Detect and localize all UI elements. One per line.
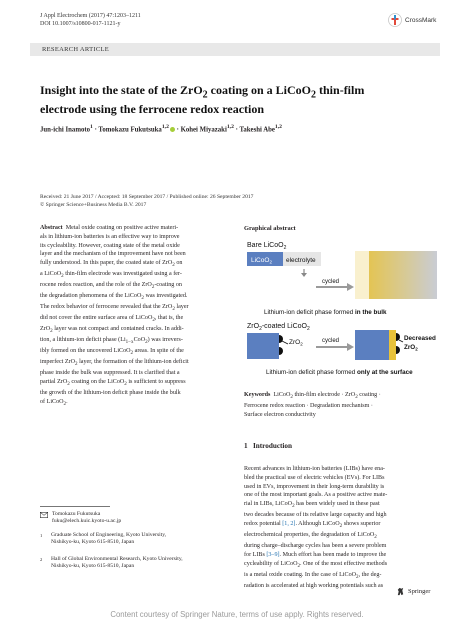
publication-dates: Received: 21 June 2017 / Accepted: 18 September 2017 / Published online: 26 September 2017 © Springer Science+Business Media B.V. 2017 bbox=[40, 194, 254, 208]
doi[interactable]: DOI 10.1007/s10800-017-1121-y bbox=[40, 20, 121, 27]
author-name: Kohei Miyazaki bbox=[180, 126, 227, 134]
abstract-label: Abstract bbox=[40, 225, 63, 231]
author-name: Tomokazu Fukutsuka bbox=[98, 126, 162, 134]
journal-citation: J Appl Electrochem (2017) 47:1203–1211 bbox=[40, 13, 141, 19]
footnote-divider bbox=[40, 506, 110, 507]
crossmark-badge[interactable] bbox=[388, 13, 436, 27]
graphical-abstract-heading: Graphical abstract bbox=[244, 225, 296, 232]
zro2-particle-4 bbox=[396, 346, 400, 354]
electrolyte-label: electrolyte bbox=[286, 257, 316, 264]
publisher-logo bbox=[396, 587, 430, 596]
decreased-zro2-label: ZrO$_2$ bbox=[404, 344, 418, 352]
keywords-label: Keywords bbox=[244, 392, 271, 398]
cycled-label-bottom: cycled bbox=[322, 338, 340, 344]
licoo2-layer-bottom bbox=[247, 333, 279, 359]
article-type-banner: RESEARCH ARTICLE bbox=[30, 43, 440, 56]
orcid-icon[interactable] bbox=[170, 127, 175, 132]
abstract: Abstract Metal oxide coating on positive active materi- als in lithium-ion batteries is an effective way to improve its cycleability. However, coating state of the metal oxide layer and the mechanism of the improvement have not been fully understood. In this paper, the coated state of ZrO$_2$ on a LiCoO$_2$ thin-film electrode was investigated using a fer- rocene redox reaction, and the role of the ZrO$_2$-coating on the degradation phenomena of the LiCoO$_2$ was investigated. The redox behavior of ferrocene revealed that the ZrO$_2$ layer did not cover the entire surface area of LiCoO$_2$, that is, the ZrO$_2$ layer was not compact and contained cracks. In addi- tion, a lithium-ion deficit phase $(Li_{1-x}CoO_2)$ was irrevers- ibly formed on the uncovered LiCoO$_2$ areas. In spite of the imperfect ZrO$_2$ layer, the formation of the lithium-ion deficit phase inside the bulk was suppressed. It is clarified that a partial ZrO$_2$ coating on the LiCoO$_2$ is sufficient to suppress the growth of the lithium-ion deficit phase inside the bulk of LiCoO$_2$. bbox=[40, 225, 189, 408]
author-list: Jun-ichi Inamoto$^1$ · Tomokazu Fukutsuka$^{1,2}$ · Kohei Miyazaki$^{1,2}$ · Takeshi Abe$^{1,2}$ bbox=[40, 124, 282, 134]
cycled-arrow-bottom bbox=[316, 343, 354, 351]
corresponding-author: Tomokazu Fukutsuka bbox=[52, 511, 101, 517]
citation-link[interactable]: [1, 2] bbox=[282, 521, 296, 527]
caption-bulk: Lithium-ion deficit phase formed in the bulk bbox=[264, 309, 387, 316]
crossmark-icon bbox=[388, 13, 402, 27]
affiliation-1: 1 Graduate School of Engineering, Kyoto University, Nishikyo-ku, Kyoto 615-8510, Japan bbox=[40, 532, 167, 546]
keywords: Keywords LiCoO$_2$ thin-film electrode · ZrO$_2$ coating · Ferrocene redox reaction · Degradation mechanism · Surface electron conductivity bbox=[244, 392, 381, 418]
graphical-abstract-figure bbox=[244, 236, 440, 384]
content-courtesy-footer: Content courtesy of Springer Nature, terms of use apply. Rights reserved. bbox=[110, 610, 364, 619]
cycled-label-top: cycled bbox=[322, 279, 340, 285]
springer-horse-icon bbox=[396, 587, 405, 596]
decreased-label: Decreased bbox=[404, 335, 436, 342]
paper-title: Insight into the state of the ZrO$_2$ coating on a LiCoO$_2$ thin-film electrode using the ferrocene redox reaction bbox=[40, 83, 365, 117]
zro2-label-left: ZrO$_2$ bbox=[289, 339, 303, 347]
citation-link[interactable]: [3–9] bbox=[266, 551, 280, 558]
licoo2-text-top: LiCoO$_2$ bbox=[251, 257, 272, 265]
caption-surface: Lithium-ion deficit phase formed only at the surface bbox=[266, 369, 413, 376]
envelope-icon bbox=[40, 512, 48, 518]
zro2-coated-label: ZrO$_2$-coated LiCoO$_2$ bbox=[247, 323, 310, 332]
correspondence bbox=[40, 511, 121, 525]
bare-licoo2-label: Bare LiCoO$_2$ bbox=[247, 242, 287, 251]
corresponding-email[interactable]: fuku@elech.kuic.kyoto-u.ac.jp bbox=[52, 518, 122, 525]
zro2-particle-1 bbox=[279, 335, 283, 343]
affiliation-2: 2 Hall of Global Environmental Research, Kyoto University, Nishikyo-ku, Kyoto 615-8510, Japan bbox=[40, 556, 183, 570]
author-name: Jun-ichi Inamoto bbox=[40, 126, 91, 134]
introduction-text: Recent advances in lithium-ion batteries (LIBs) have ena- bled the practical use of electric vehicles (EVs). For LIBs used in EVs, improvement in their long-term durability is one of the most important goals. As a positive active mate- rial in LIBs, LiCoO$_2$ has been widely used in these past two decades because of its relative large capacity and high redox potential [1, 2]. Although LiCoO$_2$ shows superior electrochemical properties, the degradation of LiCoO$_2$ during charge–discharge cycles has been a severe problem for LIBs [3–9]. Much effort has been made to improve the cycleability of LiCoO$_2$. One of the most effective methods is a metal oxide coating. In the case of LiCoO$_2$, the deg- radation is accelerated at high working potentials such as bbox=[244, 466, 388, 589]
section-heading-introduction: 1 Introduction bbox=[244, 442, 292, 450]
licoo2-surface-degraded bbox=[355, 330, 391, 360]
zro2-particle-2 bbox=[279, 347, 283, 355]
journal-header bbox=[40, 13, 141, 28]
crossmark-label: CrossMark bbox=[405, 16, 437, 24]
publisher-name: Springer bbox=[408, 588, 431, 595]
author-name: Takeshi Abe bbox=[239, 126, 275, 134]
